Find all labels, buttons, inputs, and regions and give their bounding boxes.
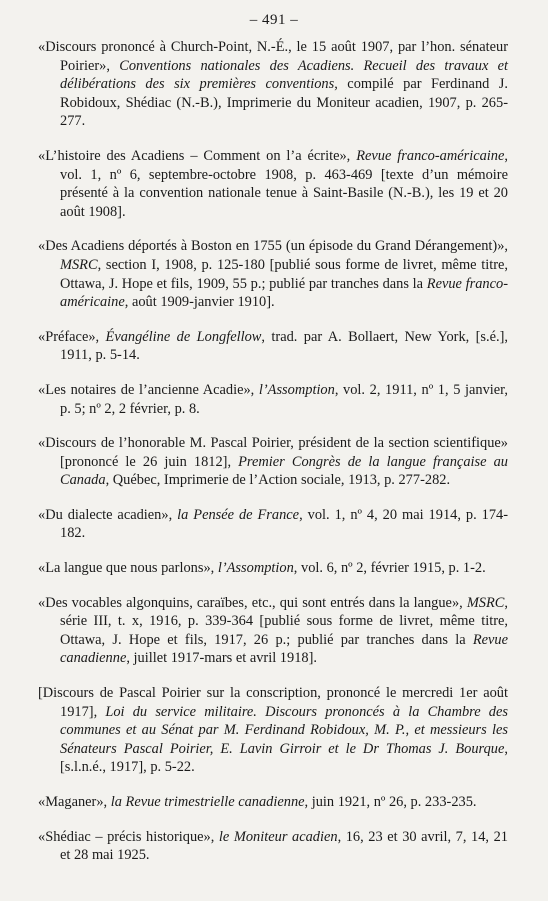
bibliography-entry: «Les notaires de l’ancienne Acadie», l’Assomption, vol. 2, 1911, nº 1, 5 janvier, p. 5; nº 2, 2 février, p. 8.: [38, 381, 508, 417]
page-number: – 491 –: [249, 12, 299, 28]
bibliography-entry: «Des Acadiens déportés à Boston en 1755 (un épisode du Grand Dérangement)», MSRC, section I, 1908, p. 125-180 [publié sous forme de livret, même titre, Ottawa, J. Hope et fils, 1909, 55 p.; publié par tranches dans la Revue franco-américaine, août 1909-janvier 1910].: [38, 238, 509, 311]
bibliography-entry: «Des vocables algonquins, caraïbes, etc., qui sont entrés dans la langue», MSRC, série III, t. x, 1916, p. 339-364 [publié sous forme de livret, même titre, Ottawa, J. Hope et fils, 1917, 26 p.; publié par tranches dans la Revue canadienne, juillet 1917-mars et avril 1918].: [38, 594, 508, 667]
bibliography-entry: «Discours de l’honorable M. Pascal Poirier, président de la section scientifique» [prononcé le 26 juin 1812], Premier Congrès de la langue française au Canada, Québec, Imprimerie de l’Action sociale, 1913, p. 277-282.: [38, 435, 508, 489]
bibliography-entry: «Discours prononcé à Church-Point, N.-É., le 15 août 1907, par l’hon. sénateur Poirier», Conventions nationales des Acadiens. Recueil des travaux et délibérations des six premières conventions, compilé par Ferdinand J. Robidoux, Shédiac (N.-B.), Imprimerie du Moniteur acadien, 1907, p. 265-277.: [38, 39, 509, 130]
bibliography-entry: «Du dialecte acadien», la Pensée de France, vol. 1, nº 4, 20 mai 1914, p. 174-182.: [38, 506, 509, 542]
bibliography-entry: «Shédiac – précis historique», le Moniteur acadien, 16, 23 et 30 avril, 7, 14, 21 et 28 mai 1925.: [38, 828, 508, 864]
bibliography-entry: «La langue que nous parlons», l’Assomption, vol. 6, nº 2, février 1915, p. 1-2.: [38, 560, 486, 577]
bibliography-entry: «Maganer», la Revue trimestrielle canadienne, juin 1921, nº 26, p. 233-235.: [38, 794, 477, 810]
bibliography-entry: «L’histoire des Acadiens – Comment on l’a écrite», Revue franco-américaine, vol. 1, nº 6, septembre-octobre 1908, p. 463-469 [texte d’un mémoire présenté à la convention nationale tenue à Saint-Basile (N.-B.), les 19 et 20 août 1908].: [38, 147, 508, 220]
bibliography-entry: «Préface», Évangéline de Longfellow, trad. par A. Bollaert, New York, [s.é.], 1911, p. 5-14.: [38, 328, 508, 364]
bibliography-list: [38, 38, 508, 881]
bibliography-entry: [Discours de Pascal Poirier sur la conscription, prononcé le mercredi 1er août 1917], Loi du service militaire. Discours prononcés à la Chambre des communes et au Sénat par M. Ferdinand Robidoux, M. P., et messieurs les Sénateurs Pascal Poirier, E. Lavin Girroir et le Dr Thomas J. Bourque, [s.l.n.é., 1917], p. 5-22.: [38, 685, 508, 776]
